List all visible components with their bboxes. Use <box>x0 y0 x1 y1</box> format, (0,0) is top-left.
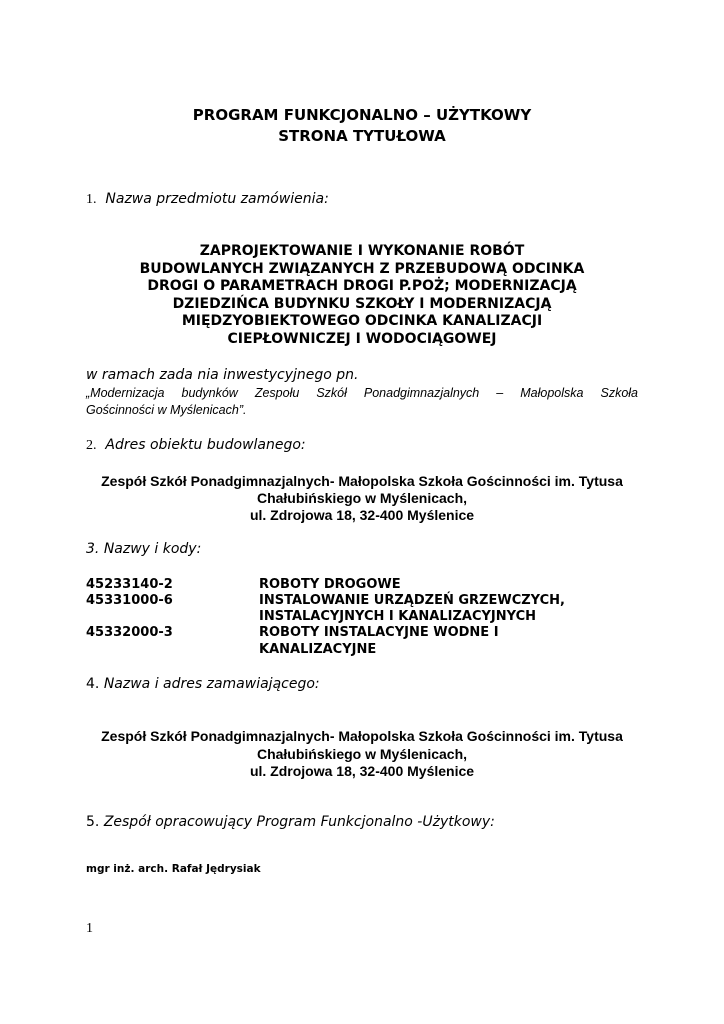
document-title-line1: PROGRAM FUNKCJONALNO – UŻYTKOWY <box>192 106 532 124</box>
code-1: 45233140-2 <box>86 577 173 592</box>
client-address-line3: ul. Zdrojowa 18, 32-400 Myślenice <box>249 763 475 779</box>
section2-number: 2. <box>86 438 97 453</box>
client-address-line1: Zespół Szkół Ponadgimnazjalnych- Małopolska Szkoła Gościnności im. Tytusa <box>101 728 623 744</box>
subject-line-2: BUDOWLANYCH ZWIĄZANYCH Z PRZEBUDOWĄ ODCINKA <box>139 261 585 277</box>
section3-heading-text: Nazwy i kody: <box>103 541 202 557</box>
section2-heading <box>86 437 306 454</box>
code-3-desc-line1: ROBOTY INSTALACYJNE WODNE I <box>259 625 499 640</box>
section4-heading-text: Nazwa i adres zamawiającego: <box>103 676 320 692</box>
subject-line-3: DROGI O PARAMETRACH DROGI P.POŻ; MODERNIZACJĄ <box>147 278 577 294</box>
program-name-line1: „Modernizacja budynków Zespołu Szkół Ponadgimnazjalnych – Małopolska Szkoła <box>86 386 638 400</box>
section2-heading-text: Adres obiektu budowlanego: <box>105 437 306 453</box>
section1-heading <box>86 191 329 208</box>
section3-heading <box>86 541 201 557</box>
section5-heading-text: Zespół opracowujący Program Funkcjonalno -Użytkowy: <box>103 814 495 830</box>
section1-heading-text: Nazwa przedmiotu zamówienia: <box>105 191 329 207</box>
section5-heading <box>86 814 495 830</box>
document-title-line2: STRONA TYTUŁOWA <box>278 127 446 145</box>
section5-number: 5. <box>86 814 100 830</box>
author-name: mgr inż. arch. Rafał Jędrysiak <box>86 863 261 875</box>
program-name-line2: Gościnności w Myślenicach”. <box>86 403 247 417</box>
section4-number: 4. <box>86 676 100 692</box>
subject-line-5: MIĘDZYOBIEKTOWEGO ODCINKA KANALIZACJI <box>181 313 543 329</box>
section4-heading <box>86 676 320 692</box>
section1-number: 1. <box>86 192 97 207</box>
code-1-desc: ROBOTY DROGOWE <box>259 577 401 592</box>
code-2-desc-line1: INSTALOWANIE URZĄDZEŃ GRZEWCZYCH, <box>259 593 565 608</box>
subject-line-6: CIEPŁOWNICZEJ I WODOCIĄGOWEJ <box>227 331 497 347</box>
site-address-line1: Zespół Szkół Ponadgimnazjalnych- Małopolska Szkoła Gościnności im. Tytusa <box>101 473 623 489</box>
page-number: 1 <box>86 921 93 936</box>
code-2: 45331000-6 <box>86 593 173 608</box>
code-3-desc-line2: KANALIZACYJNE <box>259 642 377 657</box>
subject-line-1: ZAPROJEKTOWANIE I WYKONANIE ROBÓT <box>199 243 525 259</box>
section3-number: 3. <box>86 541 100 557</box>
program-intro: w ramach zada nia inwestycyjnego pn. <box>86 367 359 383</box>
site-address-line2: Chałubińskiego w Myślenicach, <box>256 490 468 506</box>
site-address-line3: ul. Zdrojowa 18, 32-400 Myślenice <box>249 507 475 523</box>
subject-line-4: DZIEDZIŃCA BUDYNKU SZKOŁY I MODERNIZACJĄ <box>172 296 552 312</box>
code-3: 45332000-3 <box>86 625 173 640</box>
code-2-desc-line2: INSTALACYJNYCH I KANALIZACYJNYCH <box>259 609 536 624</box>
client-address-line2: Chałubińskiego w Myślenicach, <box>256 746 468 762</box>
